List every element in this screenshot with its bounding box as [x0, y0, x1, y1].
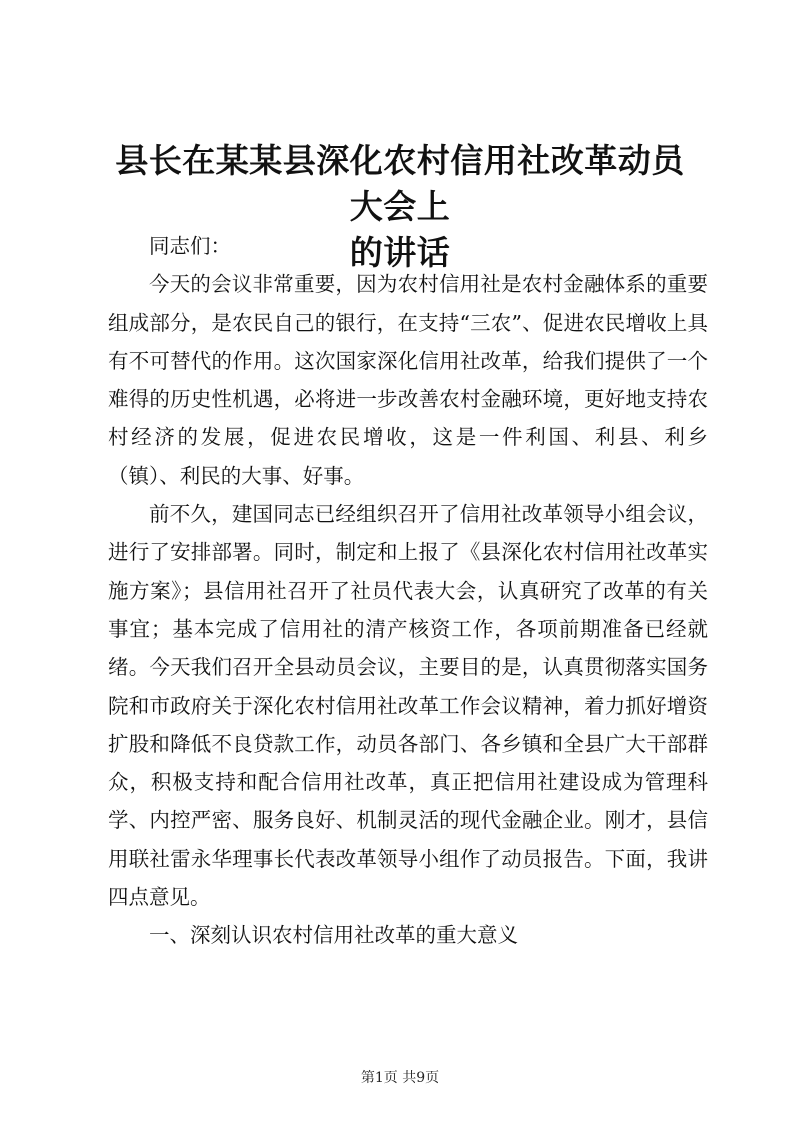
document-body — [108, 227, 708, 955]
paragraph-1: 今天的会议非常重要，因为农村信用社是农村金融体系的重要组成部分，是农民自己的银行，在支持“三农”、促进农民增收上具有不可替代的作用。这次国家深化信用社改革，给我们提供了一个难得的历史性机遇，必将进一步改善农村金融环境，更好地支持农村经济的发展，促进农民增收，这是一件利国、利县、利乡（镇）、利民的大事、好事。 — [108, 272, 708, 488]
greeting: 同志们： — [149, 234, 231, 258]
page-number-footer: 第1页 共9页 — [360, 1070, 440, 1086]
paragraph-2: 前不久，建国同志已经组织召开了信用社改革领导小组会议，进行了安排部署。同时，制定和上报了《县深化农村信用社改革实施方案》；县信用社召开了社员代表大会，认真研究了改革的有关事宜；基本完成了信用社的清产核资工作，各项前期准备已经就绪。今天我们召开全县动员会议，主要目的是，认真贯彻落实国务院和市政府关于深化农村信用社改革工作会议精神，着力抓好增资扩股和降低不良贷款工作，动员各部门、各乡镇和全县广大干部群众，积极支持和配合信用社改革，真正把信用社建设成为管理科学、内控严密、服务良好、机制灵活的现代金融企业。刚才，县信用联社雷永华理事长代表改革领导小组作了动员报告。下面，我讲四点意见。 — [108, 502, 708, 910]
section-heading: 一、深刻认识农村信用社改革的重大意义 — [149, 923, 518, 948]
title-line-1: 县长在某某县深化农村信用社改革动员大会上 — [115, 141, 685, 226]
title-line-2: 的讲话 — [349, 233, 451, 272]
